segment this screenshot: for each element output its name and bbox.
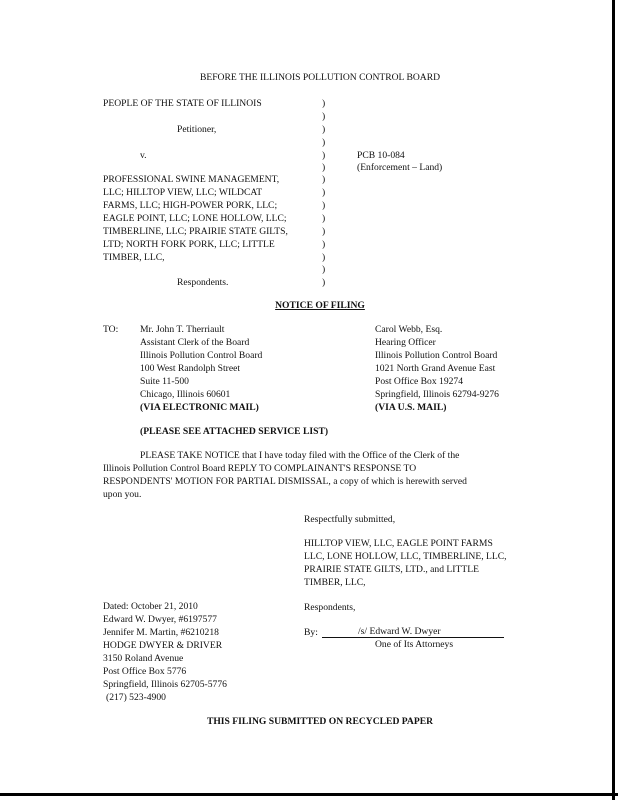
counsel-line: Springfield, Illinois 62705-5776 (103, 679, 227, 690)
recipient-right-delivery: (VIA U.S. MAIL) (375, 402, 447, 413)
scan-edge-right (612, 0, 615, 800)
petitioner-label: Petitioner, (177, 124, 217, 135)
caption-paren: ) (322, 252, 326, 263)
body-line: Illinois Pollution Control Board REPLY TO COMPLAINANT'S RESPONSE TO (103, 463, 417, 474)
board-heading: BEFORE THE ILLINOIS POLLUTION CONTROL BOARD (199, 72, 441, 83)
defendant-line: EAGLE POINT, LLC; LONE HOLLOW, LLC; (103, 213, 287, 224)
attorney-role: One of Its Attorneys (375, 639, 454, 650)
counsel-line: (217) 523-4900 (106, 692, 166, 703)
case-type: (Enforcement – Land) (357, 162, 443, 173)
counsel-line: Edward W. Dwyer, #6197577 (103, 614, 217, 625)
defendant-line: LTD; NORTH FORK PORK, LLC; LITTLE (103, 239, 275, 250)
caption-paren: ) (322, 264, 326, 275)
caption-paren: ) (322, 174, 326, 185)
recipient-right-line: 1021 North Grand Avenue East (375, 363, 496, 374)
counsel-line: Jennifer M. Martin, #6210218 (103, 627, 219, 638)
caption-paren: ) (322, 111, 326, 122)
recipient-left-delivery: (VIA ELECTRONIC MAIL) (140, 402, 259, 413)
recipient-left-line: Mr. John T. Therriault (140, 324, 225, 335)
caption-paren: ) (322, 162, 326, 173)
recipient-right-line: Hearing Officer (375, 337, 436, 348)
caption-paren: ) (322, 150, 326, 161)
counsel-line: Dated: October 21, 2010 (103, 601, 198, 612)
by-label: By: (304, 627, 318, 638)
recipient-right-line: Carol Webb, Esq. (375, 324, 443, 335)
recipient-left-line: Assistant Clerk of the Board (140, 337, 250, 348)
caption-paren: ) (322, 187, 326, 198)
recipient-right-line: Post Office Box 19274 (375, 376, 464, 387)
service-list-note: (PLEASE SEE ATTACHED SERVICE LIST) (140, 426, 329, 437)
body-line: RESPONDENTS' MOTION FOR PARTIAL DISMISSAL, a copy of which is herewith served (103, 476, 467, 487)
body-line: PLEASE TAKE NOTICE that I have today filed with the Office of the Clerk of the (140, 450, 460, 461)
defendant-line: LLC; HILLTOP VIEW, LLC; WILDCAT (103, 187, 263, 198)
signatory-line: LLC, LONE HOLLOW, LLC, TIMBERLINE, LLC, (304, 551, 507, 562)
signatory-line: PRAIRIE STATE GILTS, LTD., and LITTLE (304, 564, 479, 575)
to-label: TO: (103, 324, 119, 335)
plaintiff-name: PEOPLE OF THE STATE OF ILLINOIS (103, 98, 262, 109)
recycled-paper-footer: THIS FILING SUBMITTED ON RECYCLED PAPER (206, 716, 434, 727)
defendant-line: PROFESSIONAL SWINE MANAGEMENT, (103, 174, 280, 185)
caption-paren: ) (322, 213, 326, 224)
recipient-left-line: Chicago, Illinois 60601 (140, 389, 231, 400)
defendant-line: TIMBERLINE, LLC; PRAIRIE STATE GILTS, (103, 226, 288, 237)
case-number: PCB 10-084 (357, 150, 405, 161)
defendant-line: TIMBER, LLC, (103, 252, 165, 263)
body-line: upon you. (103, 489, 142, 500)
respondents-word: Respondents, (304, 602, 356, 613)
recipient-right-line: Springfield, Illinois 62794-9276 (375, 389, 499, 400)
caption-paren: ) (322, 98, 326, 109)
recipient-right-line: Illinois Pollution Control Board (375, 350, 498, 361)
caption-paren: ) (322, 277, 326, 288)
recipient-left-line: Illinois Pollution Control Board (140, 350, 263, 361)
counsel-line: 3150 Roland Avenue (103, 653, 184, 664)
counsel-line: HODGE DWYER & DRIVER (103, 640, 223, 651)
recipient-left-line: 100 West Randolph Street (140, 363, 241, 374)
caption-paren: ) (322, 124, 326, 135)
signatory-line: HILLTOP VIEW, LLC, EAGLE POINT FARMS (304, 538, 493, 549)
caption-paren: ) (322, 200, 326, 211)
caption-paren: ) (322, 137, 326, 148)
caption-paren: ) (322, 226, 326, 237)
defendant-line: FARMS, LLC; HIGH-POWER PORK, LLC; (103, 200, 278, 211)
counsel-line: Post Office Box 5776 (103, 666, 187, 677)
signatory-line: TIMBER, LLC, (304, 577, 366, 588)
respondents-label: Respondents. (177, 277, 229, 288)
recipient-left-line: Suite 11-500 (140, 376, 189, 387)
closing: Respectfully submitted, (304, 514, 396, 525)
versus-label: v. (140, 150, 147, 161)
caption-paren: ) (322, 239, 326, 250)
notice-title: NOTICE OF FILING (275, 300, 365, 311)
signature: /s/ Edward W. Dwyer (358, 626, 441, 637)
scan-edge-bottom (0, 793, 618, 796)
